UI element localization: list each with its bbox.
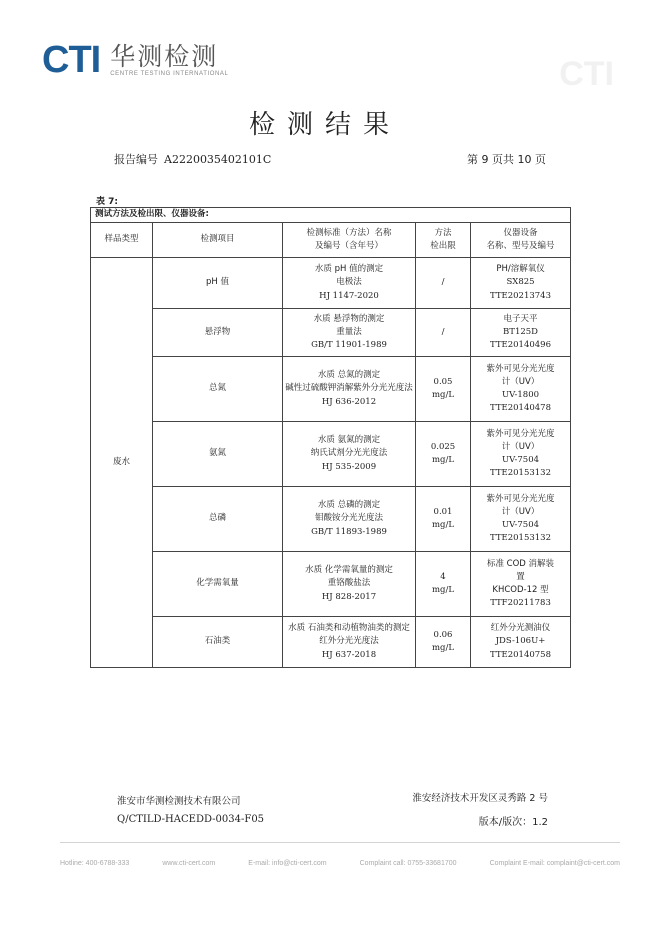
table-header-row (91, 223, 571, 258)
watermark-logo: CTI (559, 55, 614, 93)
footer-doc-code: Q/CTILD-HACEDD-0034-F05 (117, 814, 265, 825)
instrument-cell: 紫外可见分光光度 计（UV） UV-7504 TTE20153132 (471, 487, 571, 552)
sample-type-cell: 废水 (91, 258, 153, 668)
table-row (91, 487, 571, 552)
table-row (91, 357, 571, 422)
standard-cell: 水质 总氮的测定 碱性过硫酸钾消解紫外分光光度法 HJ 636-2012 (283, 357, 416, 422)
complaint-call: Complaint call: 0755-33681700 (359, 860, 457, 867)
instrument-cell: 紫外可见分光光度 计（UV） UV-7504 TTE20153132 (471, 422, 571, 487)
header-instrument: 仪器设备 名称、型号及编号 (471, 223, 571, 258)
standard-cell: 水质 氨氮的测定 纳氏试剂分光光度法 HJ 535-2009 (283, 422, 416, 487)
header-item: 检测项目 (153, 223, 283, 258)
limit-cell: / (416, 258, 471, 309)
standard-cell: 水质 pH 值的测定 电极法 HJ 1147-2020 (283, 258, 416, 309)
instrument-cell: 电子天平 BT125D TTE20140496 (471, 309, 571, 357)
page-number: 第 9 页共 10 页 (467, 153, 546, 166)
methods-table (90, 207, 571, 668)
table-row (91, 422, 571, 487)
email: E-mail: info@cti-cert.com (248, 860, 327, 867)
footer-version: 版本/版次：1.2 (478, 817, 548, 828)
limit-cell: 0.025 mg/L (416, 422, 471, 487)
header-limit: 方法 检出限 (416, 223, 471, 258)
footer-divider (60, 842, 620, 843)
methods-table-wrapper (90, 207, 570, 668)
limit-cell: / (416, 309, 471, 357)
item-cell: 总氮 (153, 357, 283, 422)
standard-cell: 水质 石油类和动植物油类的测定 红外分光光度法 HJ 637-2018 (283, 617, 416, 668)
table-row (91, 552, 571, 617)
footer-company: 淮安市华测检测技术有限公司 (117, 796, 241, 807)
table-row (91, 617, 571, 668)
limit-cell: 0.06 mg/L (416, 617, 471, 668)
standard-cell: 水质 化学需氧量的测定 重铬酸盐法 HJ 828-2017 (283, 552, 416, 617)
instrument-cell: 紫外可见分光光度 计（UV） UV-1800 TTE20140478 (471, 357, 571, 422)
limit-cell: 4 mg/L (416, 552, 471, 617)
item-cell: pH 值 (153, 258, 283, 309)
website: www.cti-cert.com (162, 860, 216, 867)
standard-cell: 水质 总磷的测定 钼酸铵分光光度法 GB/T 11893-1989 (283, 487, 416, 552)
item-cell: 氨氮 (153, 422, 283, 487)
item-cell: 化学需氧量 (153, 552, 283, 617)
logo-cti-text: CTI (42, 39, 101, 81)
standard-cell: 水质 悬浮物的测定 重量法 GB/T 11901-1989 (283, 309, 416, 357)
report-number (114, 151, 271, 167)
table-label: 表 7: (96, 197, 118, 207)
table-row (91, 258, 571, 309)
instrument-cell: 标准 COD 消解装 置 KHCOD-12 型 TTF20211783 (471, 552, 571, 617)
table-row (91, 309, 571, 357)
limit-cell: 0.05 mg/L (416, 357, 471, 422)
limit-cell: 0.01 mg/L (416, 487, 471, 552)
header-standard: 检测标准（方法）名称 及编号（含年号） (283, 223, 416, 258)
logo-cn-name: 华测检测 (110, 42, 219, 71)
instrument-cell: 红外分光测油仪 JDS-106U+ TTE20140758 (471, 617, 571, 668)
table-caption: 测试方法及检出限、仪器设备: (91, 208, 571, 223)
footer-contacts (60, 860, 620, 867)
instrument-cell: PH/溶解氧仪 SX825 TTE20213743 (471, 258, 571, 309)
complaint-email: Complaint E-mail: complaint@cti-cert.com (489, 860, 620, 867)
hotline: Hotline: 400-6788-333 (60, 860, 130, 867)
header-sample-type: 样品类型 (91, 223, 153, 258)
footer-address: 淮安经济技术开发区灵秀路 2 号 (412, 793, 548, 804)
item-cell: 总磷 (153, 487, 283, 552)
item-cell: 石油类 (153, 617, 283, 668)
report-number-value: A2220035402101C (164, 153, 272, 166)
report-number-label: 报告编号 (114, 153, 158, 166)
company-logo (42, 40, 228, 80)
logo-en-name: CENTRE TESTING INTERNATIONAL (110, 71, 229, 77)
page-title: 检测结果 (248, 110, 401, 140)
item-cell: 悬浮物 (153, 309, 283, 357)
